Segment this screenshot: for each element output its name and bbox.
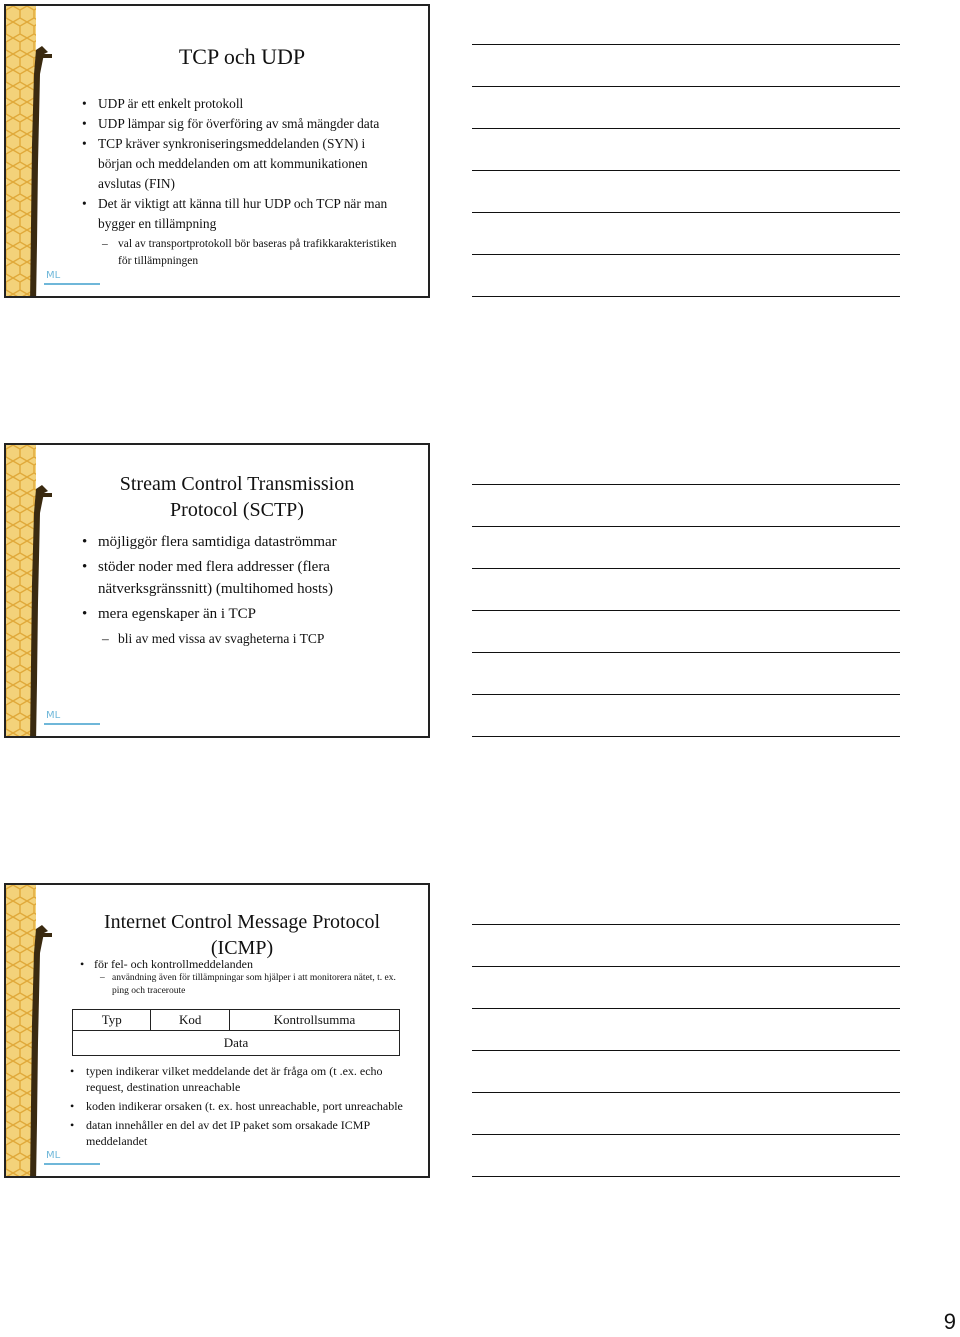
list-item: • UDP lämpar sig för överföring av små mängder data [82,114,400,134]
kod-cell: Kod [151,1010,229,1031]
page-number: 9 [943,1309,956,1334]
list-item: • typen indikerar vilket meddelande det är fråga om (t .ex. echo request, destination unreachable [70,1063,406,1095]
note-line [472,296,900,297]
note-line [472,610,900,611]
tml-logo-icon [42,1146,102,1168]
list-item: – användning även för tillämpningar som hjälper i att monitorera nätet, t. ex. ping och traceroute [80,972,410,998]
slide-tcp-udp [4,4,430,298]
note-line [472,1176,900,1177]
list-item: • möjliggör flera samtidiga dataströmmar [82,531,402,553]
giraffe-icon [28,923,58,1178]
note-line [472,1092,900,1093]
checksum-cell: Kontrollsumma [229,1010,399,1031]
giraffe-icon [28,483,58,738]
list-item: • mera egenskaper än i TCP [82,603,402,625]
note-line [472,128,900,129]
list-item: • Det är viktigt att känna till hur UDP och TCP när man bygger en tillämpning [82,194,400,234]
svg-text:ML: ML [46,710,61,721]
list-item: • TCP kräver synkroniseringsmeddelanden (SYN) i början och meddelanden om att kommunikationen avslutas (FIN) [82,134,400,194]
tml-logo-icon [42,706,102,728]
list-item: – val av transportprotokoll bör baseras på trafikkarakteristiken för tillämpningen [82,236,400,270]
note-line [472,44,900,45]
svg-text:ML: ML [46,1150,61,1161]
note-line [472,484,900,485]
slide-title: TCP och UDP [178,44,306,69]
note-line [472,254,900,255]
note-line [472,1050,900,1051]
list-item: • för fel- och kontrollmeddelanden [80,957,410,972]
bullet-list [82,531,402,650]
slide-icmp [4,883,430,1178]
note-line [472,1134,900,1135]
bullet-list-top [80,957,410,998]
list-item: • stöder noder med flera addresser (flera nätverksgränssnitt) (multihomed hosts) [82,556,402,600]
note-line [472,170,900,171]
note-line [472,966,900,967]
svg-text:ML: ML [46,270,61,281]
note-line [472,736,900,737]
note-line [472,212,900,213]
data-cell: Data [73,1031,400,1056]
slide-sctp [4,443,430,738]
icmp-header-table [72,1009,400,1056]
slide-title: Stream Control Transmission Protocol (SCTP) [119,473,355,521]
note-line [472,526,900,527]
note-line [472,86,900,87]
note-line [472,924,900,925]
list-item: • datan innehåller en del av det IP paket som orsakade ICMP meddelandet [70,1117,406,1149]
typ-cell: Typ [73,1010,151,1031]
list-item: • UDP är ett enkelt protokoll [82,94,400,114]
slide-title: Internet Control Message Protocol (ICMP) [103,911,381,959]
note-line [472,568,900,569]
list-item: – bli av med vissa av svagheterna i TCP [82,628,402,650]
note-line [472,652,900,653]
giraffe-icon [28,44,58,298]
bullet-list-bottom [70,1063,406,1149]
note-line [472,1008,900,1009]
note-line [472,694,900,695]
list-item: • koden indikerar orsaken (t. ex. host unreachable, port unreachable [70,1098,406,1114]
bullet-list [82,94,400,270]
